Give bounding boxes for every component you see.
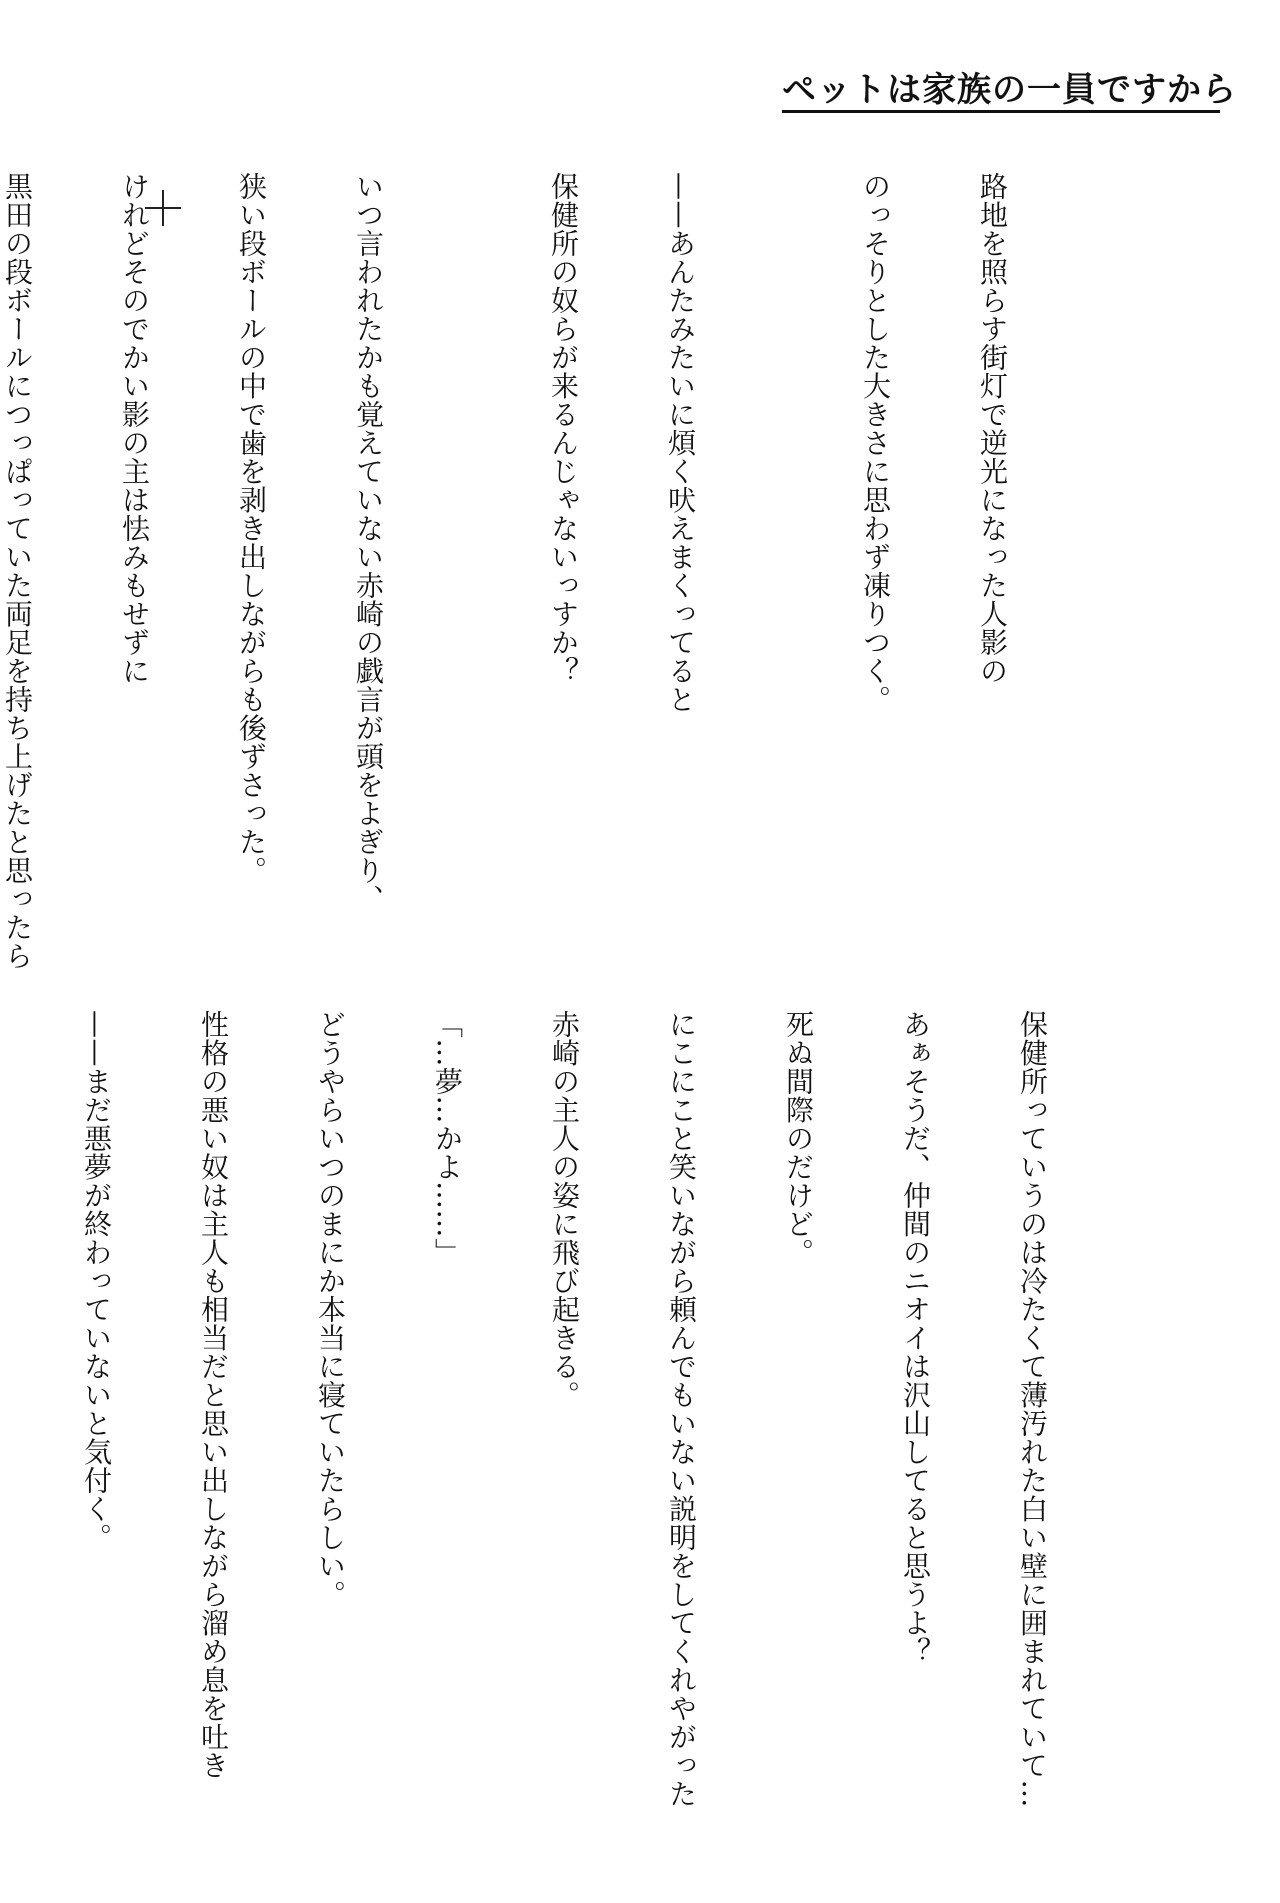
header-rule bbox=[782, 110, 1220, 113]
text-line: 路地を照らす街灯で逆光になった人影の bbox=[976, 172, 1009, 685]
text-line: 死ぬ間際のだけど。 bbox=[782, 1010, 815, 1267]
text-line: あぁそうだ、仲間のニオイは沢山してると思うよ？ bbox=[899, 1010, 932, 1666]
text-line: 赤崎の主人の姿に飛び起きる。 bbox=[548, 1010, 581, 1409]
text-line: 黒田の段ボールにつっぱっていた両足を持ち上げたと思ったら bbox=[1, 172, 34, 970]
bottom-text-block bbox=[80, 1010, 1130, 1840]
text-line: 狭い段ボールの中で歯を剥き出しながらも後ずさった。 bbox=[235, 172, 268, 885]
text-line: 保健所の奴らが来るんじゃないっすか？ bbox=[547, 172, 580, 685]
text-line: ——あんたみたいに煩く吠えまくってると bbox=[664, 172, 697, 714]
text-line: 保健所っていうのは冷たくて薄汚れた白い壁に囲まれていて… bbox=[1016, 1010, 1049, 1808]
text-line: にこにこと笑いながら頼んでもいない説明をしてくれやがった bbox=[665, 1010, 698, 1808]
text-line: ——まだ悪夢が終わっていないと気付く。 bbox=[80, 1010, 113, 1552]
top-text-block bbox=[1, 172, 1090, 970]
text-line: けれどそのでかい影の主は怯みもせずに bbox=[118, 172, 151, 685]
text-line: 「…夢…かよ……」 bbox=[431, 1010, 464, 1267]
text-line: 性格の悪い奴は主人も相当だと思い出しながら溜め息を吐き bbox=[197, 1010, 230, 1780]
running-header-title: ペットは家族の一員ですから bbox=[782, 70, 1237, 110]
text-line: のっそりとした大きさに思わず凍りつく。 bbox=[859, 172, 892, 714]
text-line: どうやらいつのまにか本当に寝ていたらしい。 bbox=[314, 1010, 347, 1609]
text-line: いつ言われたかも覚えていない赤崎の戯言が頭をよぎり、 bbox=[352, 172, 385, 913]
